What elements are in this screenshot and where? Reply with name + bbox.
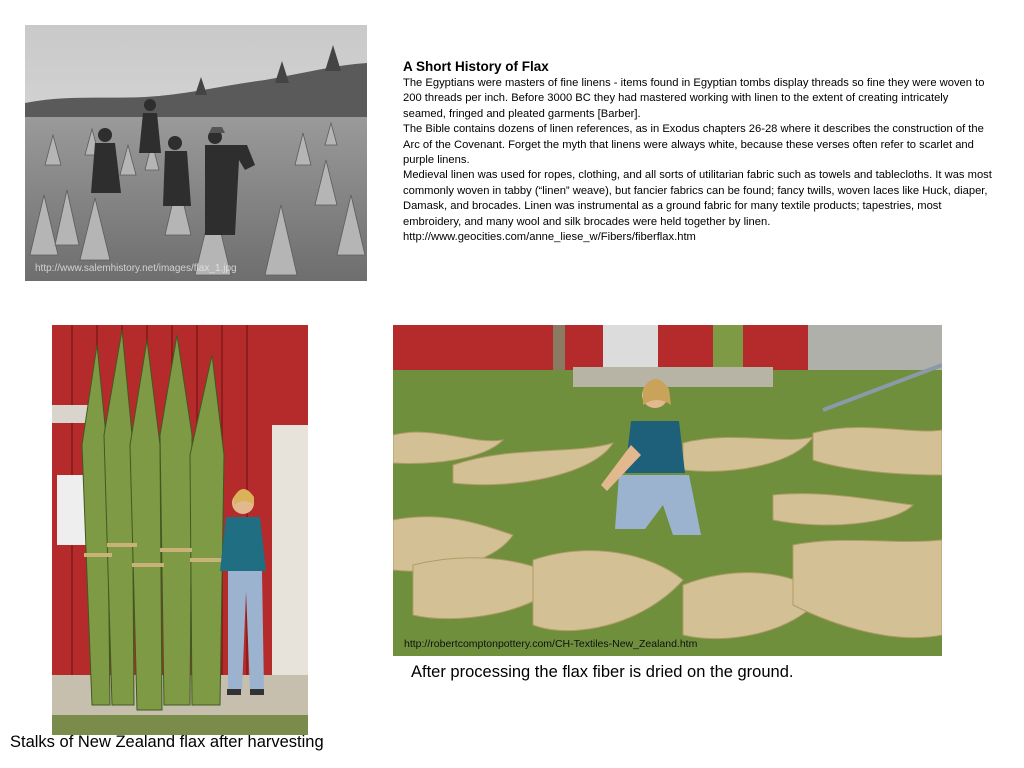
- flax-stalks-photo: [52, 325, 308, 735]
- flax-stalks-image: [52, 325, 308, 735]
- flax-harvest-image: [25, 25, 367, 281]
- history-paragraph-medieval: Medieval linen was used for ropes, clothing, and all sorts of utilitarian fabric such as towels and tablecloths. It was most commonly woven in tabby (“linen” weave), but fancier fabrics can be found; fancy twills, woven laces like Huck, diaper, Damask, and brocades. Linen was instrumental as a ground fabric for many textile products; tapestries, most embroidery, and many wool and silk brocades were held together by linen.: [403, 169, 992, 228]
- drying-photo-credit[interactable]: http://robertcomptonpottery.com/CH-Textiles-New_Zealand.htm: [404, 638, 698, 650]
- flax-drying-photo: [393, 325, 942, 656]
- history-source-link[interactable]: http://www.geocities.com/anne_liese_w/Fibers/fiberflax.htm: [403, 231, 696, 244]
- drying-photo-caption: After processing the flax fiber is dried on the ground.: [411, 663, 794, 681]
- harvest-photo-credit[interactable]: http://www.salemhistory.net/images/flax_1.jpg: [35, 263, 237, 274]
- history-paragraph-bible: The Bible contains dozens of linen references, as in Exodus chapters 26-28 where it describes the construction of the Arc of the Covenant. Forget the myth that linens were always white, because these verses often refer to scarlet and purple linens.: [403, 123, 984, 167]
- history-title: A Short History of Flax: [403, 59, 549, 74]
- history-paragraph-egypt: The Egyptians were masters of fine linens - items found in Egyptian tombs display threads so fine they were woven to 200 threads per inch. Before 3000 BC they had mastered working with linen to the extent of creating intricately seamed, fringed and pleated garments [Barber].: [403, 77, 985, 120]
- flax-drying-image: [393, 325, 942, 656]
- flax-harvest-photo: [25, 25, 367, 281]
- flax-history-text: [403, 58, 993, 245]
- stalks-photo-caption: Stalks of New Zealand flax after harvesting: [10, 733, 324, 751]
